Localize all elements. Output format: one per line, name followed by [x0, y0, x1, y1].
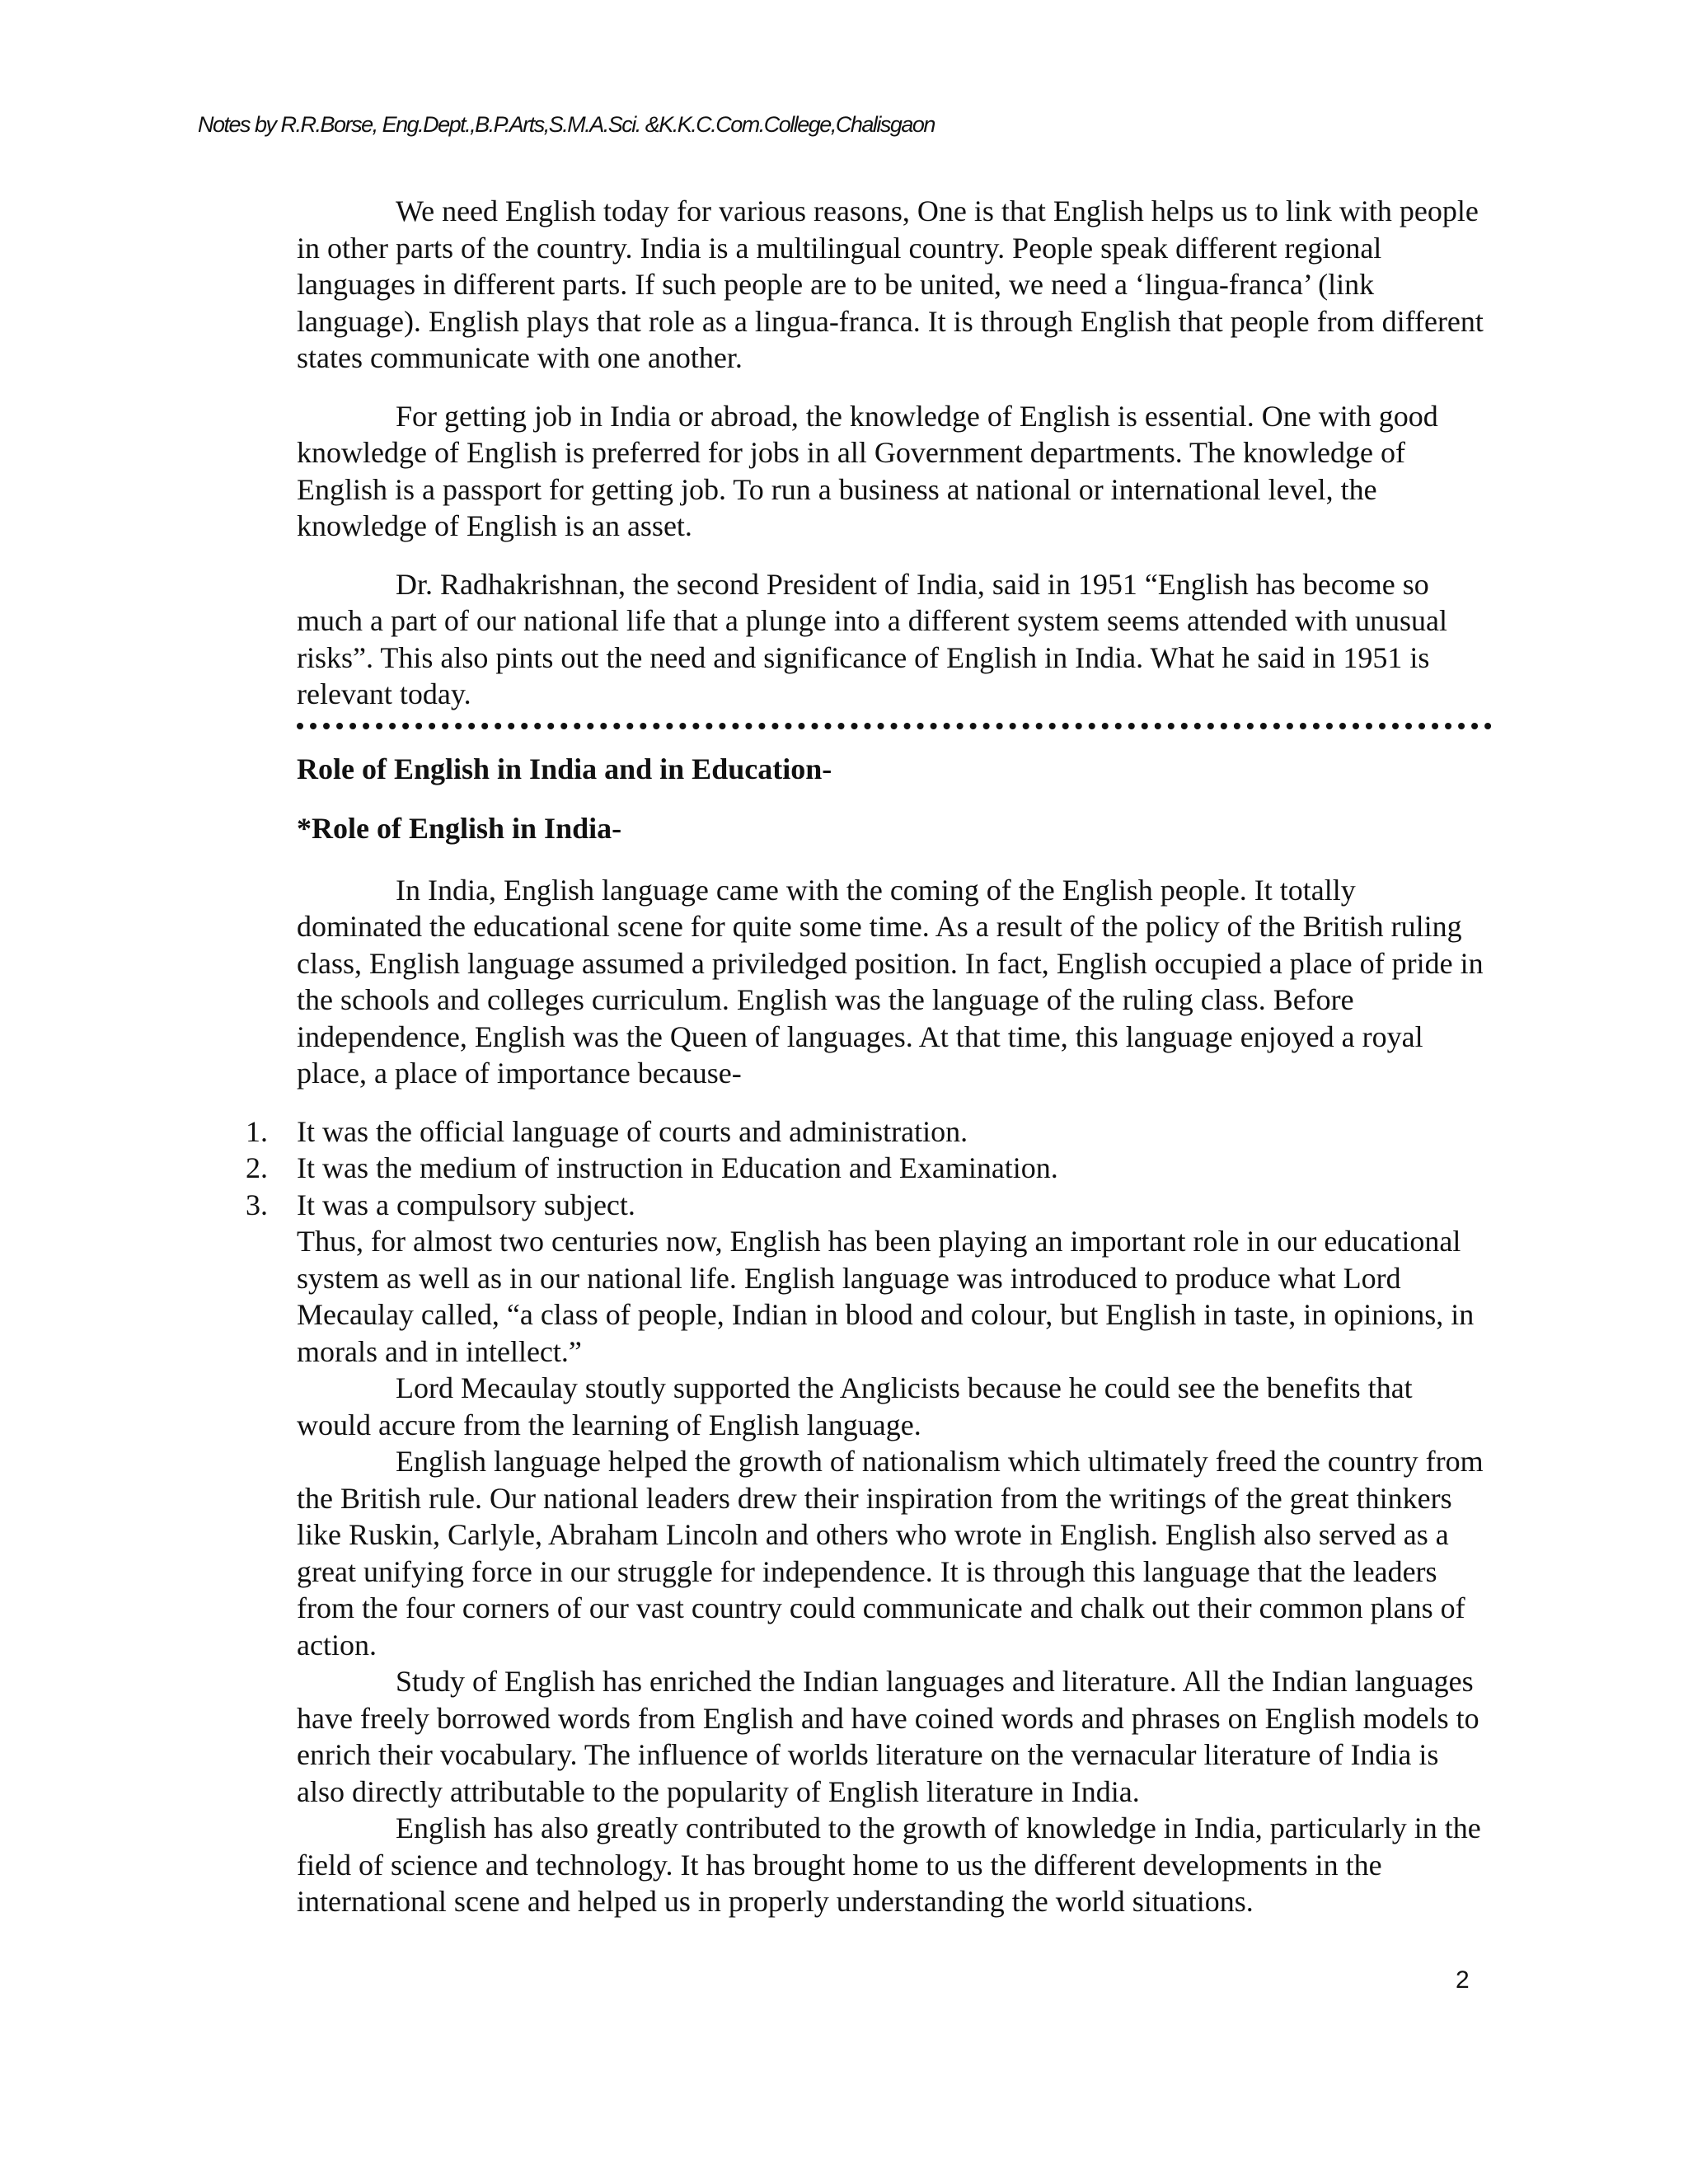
paragraph: Dr. Radhakrishnan, the second President of India, said in 1951 “English has become so much a part of our national life that a plunge into a different system seems attended with unusual risks”. This also pints out the need and significance of English in India. What he said in 1951 is relevant today. [297, 567, 1447, 710]
list-item [246, 1113, 1484, 1151]
paragraph: For getting job in India or abroad, the knowledge of English is essential. One with good knowledge of English is preferred for jobs in all Government departments. The knowledge of English is a passport for getting job. To run a business at national or international level, the knowledge of English is an asset. [297, 399, 1438, 542]
list-text: It was the official language of courts and administration. [297, 1114, 968, 1148]
paragraph: In India, English language came with the coming of the English people. It totally dominated the educational scene for quite some time. As a result of the policy of the British ruling class, English language assumed a priviledged position. In fact, English occupied a place of pride in the schools and colleges curriculum. English was the language of the ruling class. Before independence, English was the Queen of languages. At that time, this language enjoyed a royal place, a place of importance because- [297, 873, 1484, 1090]
list-item [246, 1150, 1484, 1187]
paragraph: We need English today for various reasons, One is that English helps us to link with people in other parts of the country. India is a multilingual country. People speak different regional languages in different parts. If such people are to be united, we need a ‘lingua-franca’ (link language). English plays that role as a lingua-franca. It is through English that people from different states communicate with one another. [297, 194, 1484, 374]
list-number: 2. [246, 1151, 268, 1184]
paragraph: English language helped the growth of nationalism which ultimately freed the country from the British rule. Our national leaders drew their inspiration from the writings of the great thinkers like Ruskin, Carlyle, Abraham Lincoln and others who wrote in English. English also served as a great unifying force in our struggle for independence. It is through this language that the leaders from the four corners of our vast country could communicate and chalk out their common plans of action. [297, 1445, 1484, 1661]
paragraph: Lord Mecaulay stoutly supported the Anglicists because he could see the benefits that would accure from the learning of English language. [297, 1371, 1413, 1441]
list-text: It was the medium of instruction in Education and Examination. [297, 1151, 1058, 1184]
list-item [246, 1187, 1484, 1224]
list-number: 3. [246, 1188, 268, 1221]
dotted-divider [297, 723, 1492, 729]
section-heading: Role of English in India and in Education- [297, 752, 832, 785]
page-header: Notes by R.R.Borse, Eng.Dept.,B.P.Arts,S.M.A.Sci. &K.K.C.Com.College,Chalisgaon [198, 112, 935, 137]
list-number: 1. [246, 1114, 268, 1148]
paragraph: Study of English has enriched the Indian languages and literature. All the Indian languages have freely borrowed words from English and have coined words and phrases on English models to enrich their vocabulary. The influence of worlds literature on the vernacular literature of India is also directly attributable to the popularity of English literature in India. [297, 1665, 1479, 1808]
page-number: 2 [1456, 1966, 1470, 1994]
paragraph: Thus, for almost two centuries now, English has been playing an important role in our educational system as well as in our national life. English language was introduced to produce what Lord Mecaulay called, “a class of people, Indian in blood and colour, but English in taste, in opinions, in morals and in intellect.” [297, 1225, 1475, 1368]
document-body [246, 193, 1484, 1920]
numbered-list [246, 1113, 1484, 1224]
list-text: It was a compulsory subject. [297, 1188, 635, 1221]
paragraph: English has also greatly contributed to the growth of knowledge in India, particularly in the field of science and technology. It has brought home to us the different developments in the international scene and helped us in properly understanding the world situations. [297, 1811, 1481, 1918]
section-subheading: *Role of English in India- [297, 812, 622, 845]
